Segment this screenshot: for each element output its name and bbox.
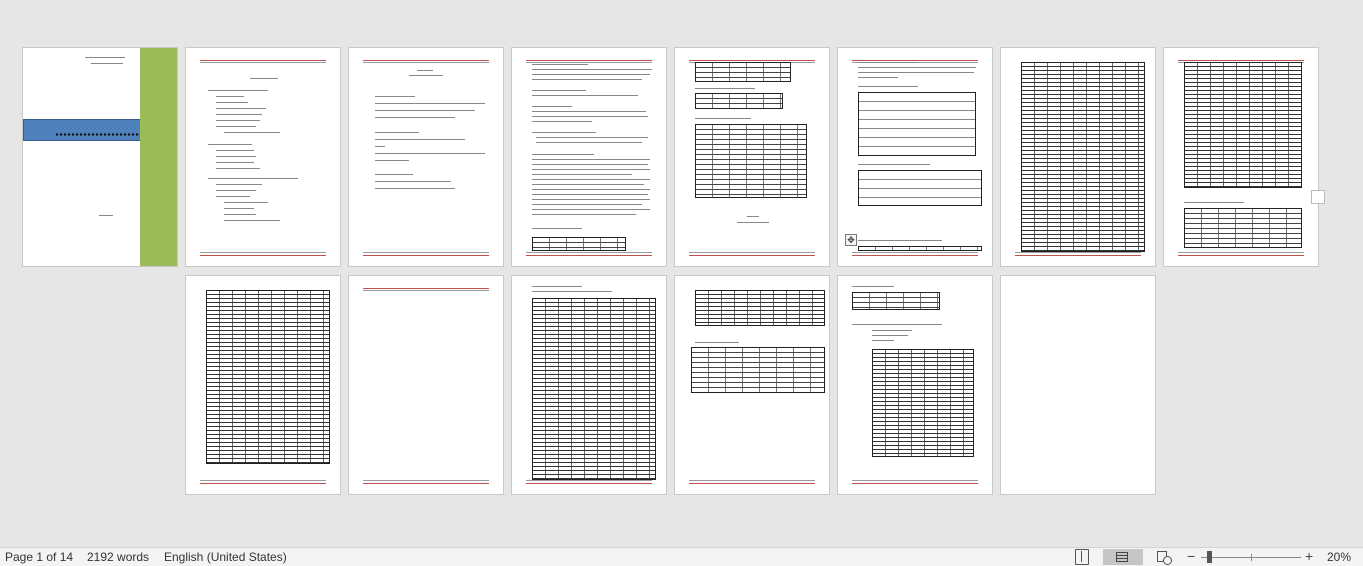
- data-table: [695, 124, 807, 198]
- text-line: [532, 291, 612, 292]
- language-indicator[interactable]: English (United States): [164, 550, 287, 564]
- data-table: [872, 349, 974, 457]
- text-line: [872, 335, 908, 336]
- text-line: [1184, 202, 1244, 203]
- globe-glyph: [1163, 556, 1172, 565]
- toc-line: [224, 132, 280, 133]
- page-thumbnail-10[interactable]: [348, 275, 504, 495]
- data-table: [691, 347, 825, 393]
- toc-line: [216, 190, 256, 191]
- toc-line: [224, 208, 254, 209]
- page-footer: [852, 252, 978, 256]
- text-line: [747, 216, 759, 217]
- web-layout-icon[interactable]: [1156, 549, 1172, 565]
- toc-line: [216, 162, 254, 163]
- text-line: [375, 188, 455, 189]
- page-thumbnail-6[interactable]: [837, 47, 993, 267]
- text-line: [532, 189, 650, 190]
- text-line: [375, 181, 451, 182]
- toc-line: [216, 120, 260, 121]
- toc-line: [216, 96, 244, 97]
- status-bar: [0, 547, 1363, 566]
- text-line: [375, 96, 415, 97]
- toc-line: [208, 90, 268, 91]
- data-table: [852, 292, 940, 310]
- text-line: [852, 286, 894, 287]
- page-indicator[interactable]: Page 1 of 14: [5, 550, 74, 564]
- text-line: [375, 139, 465, 140]
- text-line: [375, 117, 455, 118]
- toc-line: [224, 202, 268, 203]
- data-table: [206, 290, 330, 464]
- text-line: [536, 142, 642, 143]
- cover-side-bar: [140, 48, 177, 266]
- section-title: [417, 70, 433, 71]
- text-line: [695, 88, 755, 89]
- text-line: [532, 179, 650, 180]
- data-table: [1184, 62, 1302, 188]
- zoom-slider-thumb[interactable]: [1207, 551, 1212, 563]
- text-line: [737, 222, 769, 223]
- data-table: [695, 290, 825, 326]
- page-header: [363, 56, 489, 61]
- text-line: [375, 110, 475, 111]
- toc-line: [216, 168, 260, 169]
- page-header: [526, 56, 652, 61]
- page-header: [852, 56, 978, 61]
- zoom-slider-center-mark: [1251, 554, 1252, 561]
- text-line: [532, 199, 650, 200]
- page-thumbnail-4[interactable]: [511, 47, 667, 267]
- page-header: [363, 284, 489, 289]
- print-layout-glyph: [1116, 552, 1128, 562]
- text-line: [532, 214, 636, 215]
- text-line: [858, 240, 942, 241]
- toc-line: [216, 114, 262, 115]
- toc-line: [216, 196, 250, 197]
- text-line: [375, 160, 409, 161]
- toc-line: [216, 184, 262, 185]
- text-line: [858, 67, 976, 68]
- page-header: [1178, 56, 1304, 61]
- text-line: [532, 204, 642, 205]
- page-thumbnail-3[interactable]: [348, 47, 504, 267]
- page-footer: [689, 252, 815, 256]
- page-footer: [363, 480, 489, 484]
- page-thumbnail-14[interactable]: [1000, 275, 1156, 495]
- toc-line: [224, 214, 256, 215]
- page-footer: [689, 480, 815, 484]
- zoom-in-button[interactable]: +: [1305, 548, 1314, 564]
- cover-line: [91, 63, 123, 64]
- print-layout-icon[interactable]: [1103, 549, 1143, 565]
- text-line: [375, 174, 413, 175]
- text-line: [852, 324, 942, 325]
- toc-line: [216, 108, 266, 109]
- data-table: [858, 92, 976, 156]
- page-header: [200, 56, 326, 61]
- text-line: [532, 90, 586, 91]
- text-line: [375, 153, 485, 154]
- page-thumbnail-8[interactable]: [1163, 47, 1319, 267]
- text-line: [532, 111, 646, 112]
- toc-line: [216, 102, 248, 103]
- text-line: [858, 77, 898, 78]
- text-line: [858, 72, 974, 73]
- move-handle-icon[interactable]: ✥: [845, 234, 857, 246]
- toc-line: [216, 150, 254, 151]
- cover-line: [85, 57, 125, 58]
- read-mode-icon[interactable]: [1075, 549, 1089, 565]
- data-table: [695, 62, 791, 82]
- page-thumbnail-11[interactable]: [511, 275, 667, 495]
- text-line: [536, 137, 648, 138]
- page-thumbnail-5[interactable]: [674, 47, 830, 267]
- page-thumbnail-13[interactable]: [837, 275, 993, 495]
- text-line: [858, 86, 918, 87]
- text-line: [532, 209, 650, 210]
- page-footer: [852, 480, 978, 484]
- text-line: [532, 194, 648, 195]
- text-line: [695, 118, 751, 119]
- text-line: [532, 228, 582, 229]
- toc-line: [216, 156, 256, 157]
- page-footer: [526, 480, 652, 484]
- zoom-out-button[interactable]: −: [1187, 548, 1196, 564]
- data-table: [858, 246, 982, 251]
- text-line: [532, 159, 650, 160]
- page-thumbnail-12[interactable]: [674, 275, 830, 495]
- page-header: [689, 56, 815, 61]
- page-thumbnail-2[interactable]: [185, 47, 341, 267]
- cover-date-line: [99, 215, 113, 216]
- text-line: [532, 174, 632, 175]
- text-line: [532, 121, 592, 122]
- page-thumbnail-1[interactable]: [22, 47, 178, 267]
- toc-line: [208, 178, 298, 179]
- toc-line: [216, 126, 256, 127]
- text-line: [532, 184, 644, 185]
- data-table: [695, 93, 783, 109]
- text-line: [375, 103, 485, 104]
- page-footer: [1178, 252, 1304, 256]
- page-footer: [200, 252, 326, 256]
- text-line: [532, 164, 648, 165]
- text-line: [858, 164, 930, 165]
- page-footer: [200, 480, 326, 484]
- text-line: [695, 342, 739, 343]
- text-line: [532, 106, 572, 107]
- scroll-marker[interactable]: [1311, 190, 1325, 204]
- text-line: [532, 95, 638, 96]
- data-table: [858, 170, 982, 206]
- text-line: [532, 116, 648, 117]
- text-line: [375, 132, 419, 133]
- text-line: [532, 69, 652, 70]
- text-line: [532, 169, 650, 170]
- zoom-level[interactable]: 20%: [1327, 550, 1352, 564]
- page-footer: [526, 252, 652, 256]
- toc-line: [208, 144, 252, 145]
- text-line: [375, 146, 385, 147]
- word-count[interactable]: 2192 words: [87, 550, 150, 564]
- section-title: [409, 75, 443, 76]
- page-thumbnail-7[interactable]: [1000, 47, 1156, 267]
- text-line: [532, 74, 650, 75]
- data-table: [532, 237, 626, 251]
- cover-title-text: [55, 133, 143, 136]
- page-footer: [363, 252, 489, 256]
- text-line: [532, 79, 642, 80]
- page-thumbnail-9[interactable]: [185, 275, 341, 495]
- text-line: [532, 132, 596, 133]
- page-footer: [1015, 252, 1141, 256]
- text-line: [532, 64, 588, 65]
- text-line: [532, 286, 582, 287]
- text-line: [532, 154, 594, 155]
- data-table: [532, 298, 656, 480]
- data-table: [1184, 208, 1302, 248]
- data-table: [1021, 62, 1145, 252]
- toc-title: [250, 78, 278, 79]
- text-line: [872, 340, 894, 341]
- text-line: [872, 330, 912, 331]
- toc-line: [224, 220, 280, 221]
- text-line: [858, 62, 918, 63]
